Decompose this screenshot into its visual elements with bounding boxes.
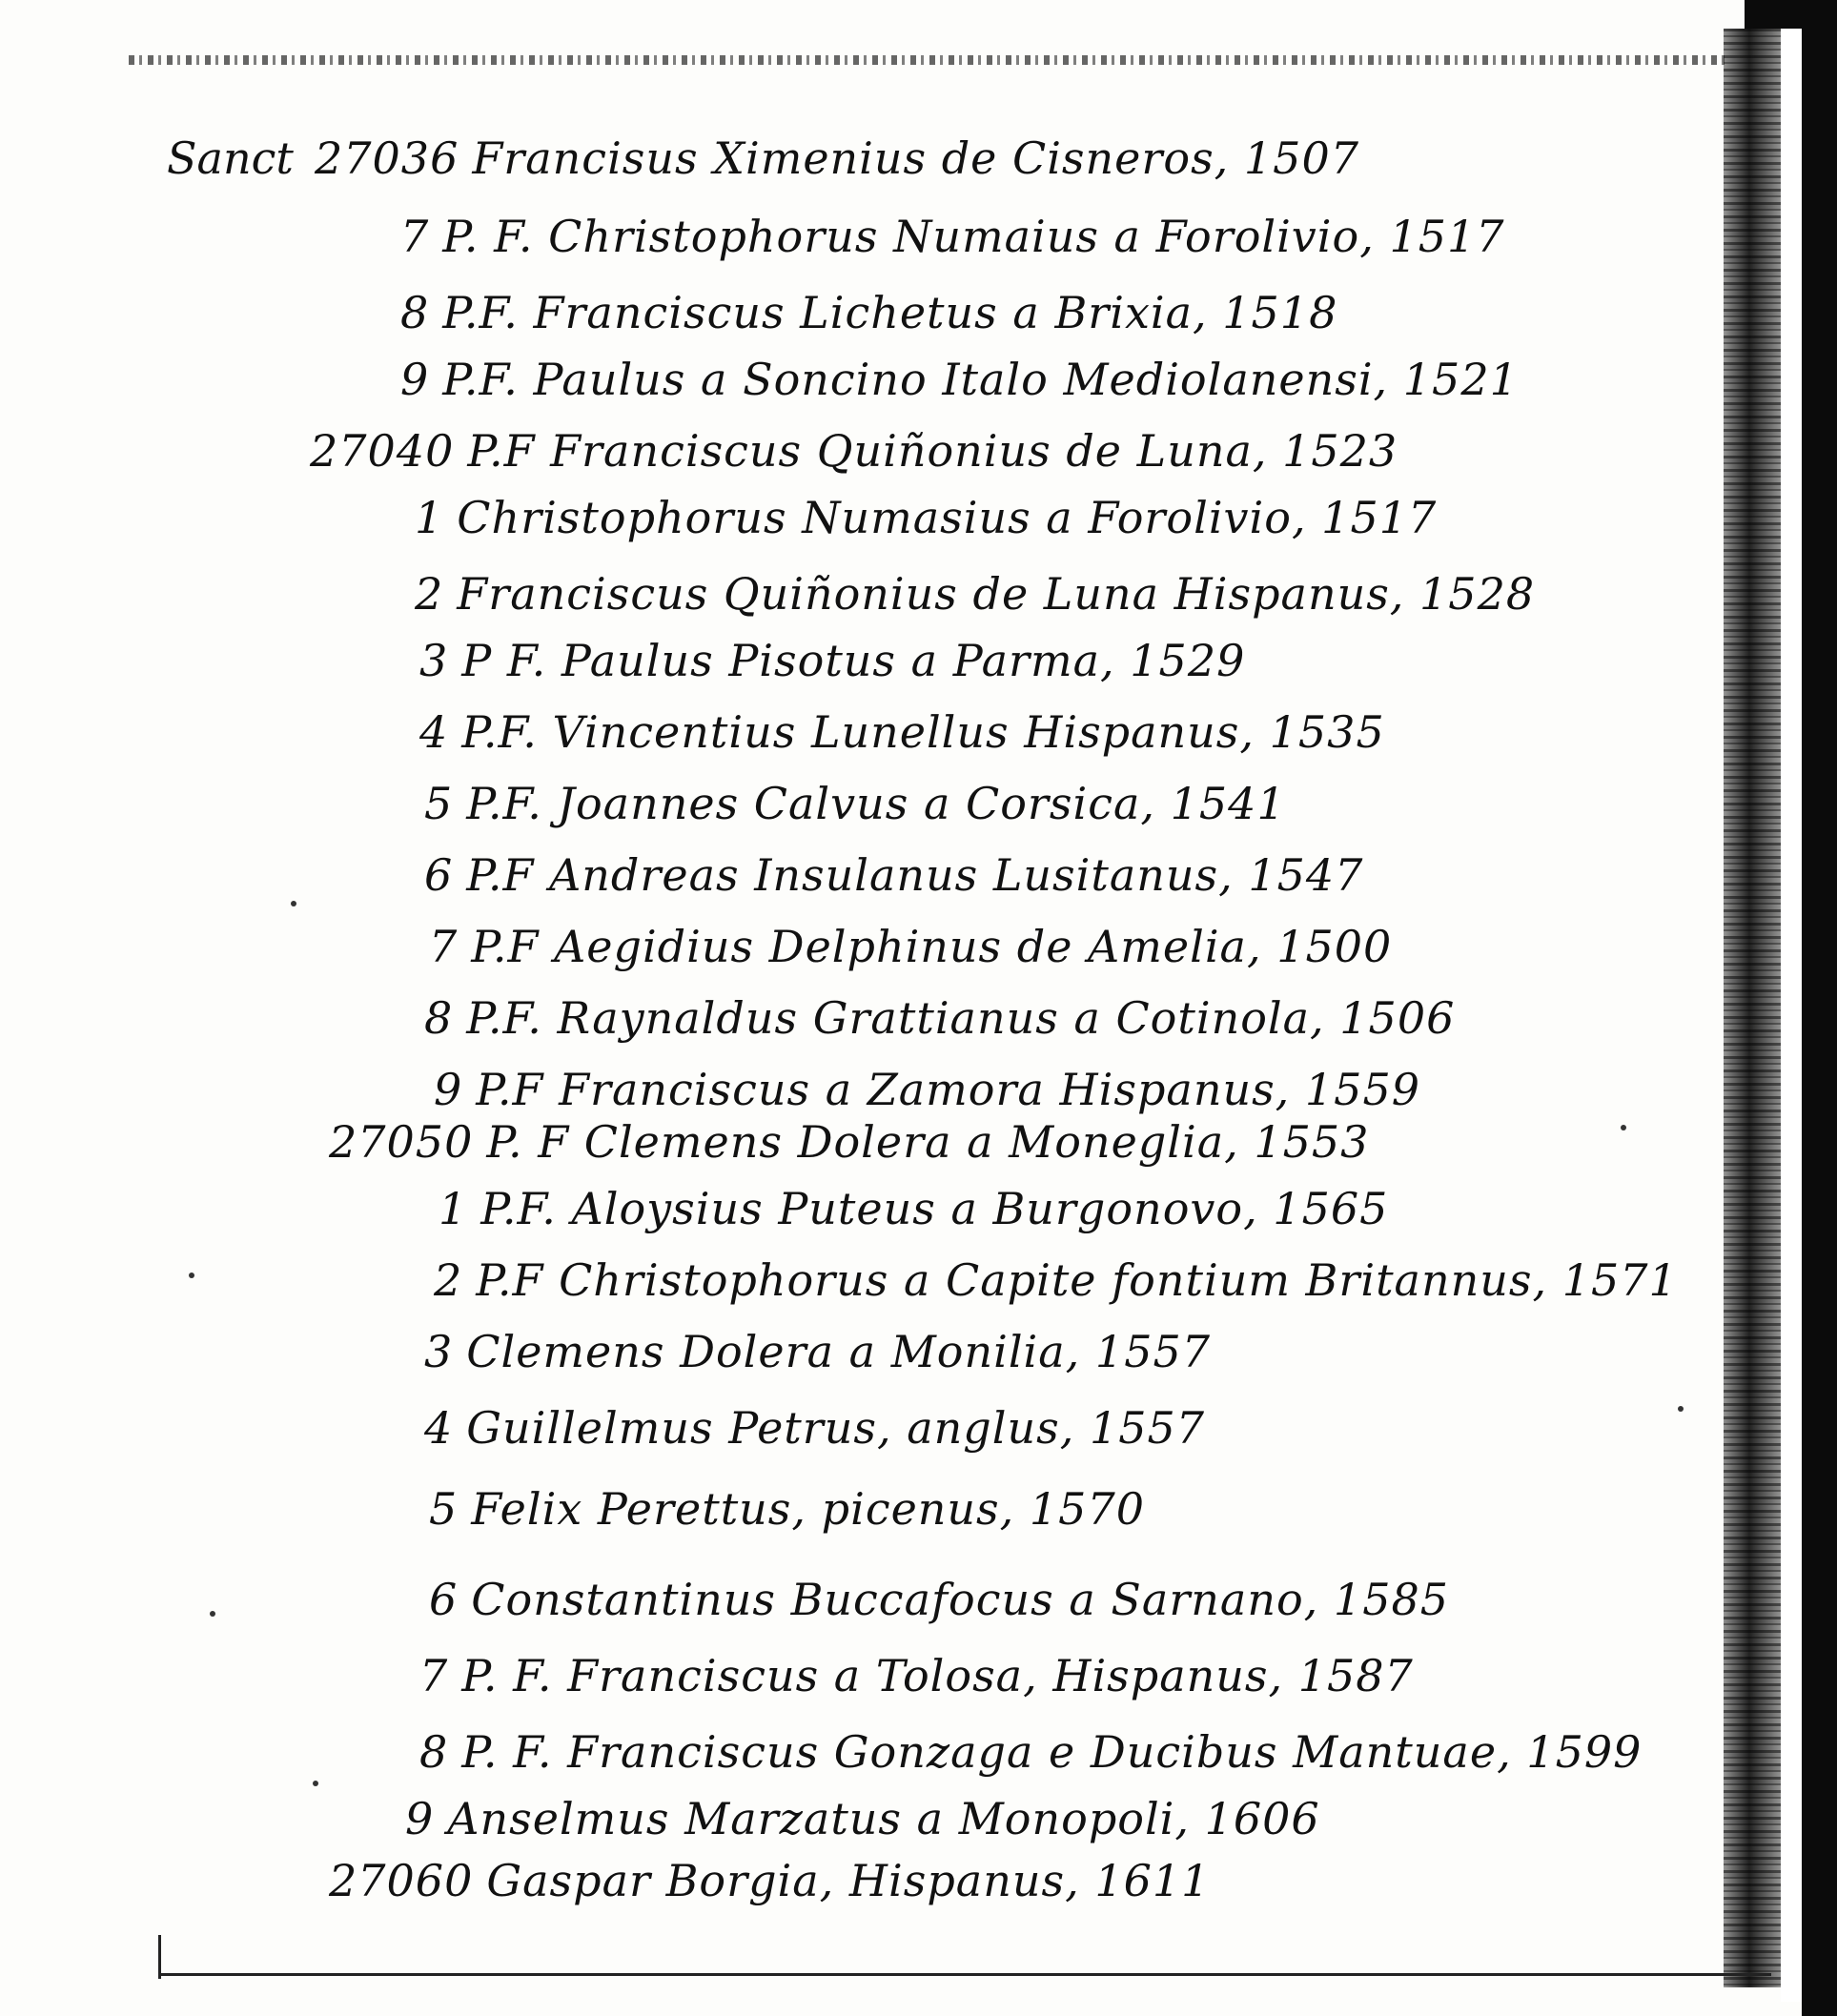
entry-number: 4 [424, 1402, 454, 1454]
list-item [424, 1325, 1211, 1378]
list-item [329, 1115, 1369, 1169]
list-item [439, 1182, 1388, 1235]
entry-text: Clemens Dolera a Monilia, 1557 [466, 1326, 1211, 1377]
entry-text: P.F. Vincentius Lunellus Hispanus, 1535 [461, 706, 1385, 758]
entry-number: 7 [419, 1650, 449, 1701]
entry-text: P.F. Aloysius Puteus a Burgonovo, 1565 [480, 1183, 1389, 1234]
list-item [424, 777, 1286, 830]
entry-number: 9 [400, 354, 430, 405]
list-item [419, 1725, 1642, 1779]
entry-text: P. F Clemens Dolera a Moneglia, 1553 [486, 1116, 1370, 1168]
binding-edge-shadow [1724, 29, 1781, 1987]
entry-number: 8 [424, 992, 454, 1044]
list-item [429, 1482, 1145, 1536]
entry-number: 27036 [315, 132, 459, 184]
entry-number: 27060 [329, 1855, 474, 1906]
list-item [419, 634, 1245, 687]
entry-text: P.F Christophorus a Capite fontium Britannus, 1571 [476, 1254, 1678, 1306]
scan-outer-edge [1802, 0, 1837, 2016]
entry-text: Constantinus Buccafocus a Sarnano, 1585 [471, 1574, 1449, 1625]
entry-text: Guillelmus Petrus, anglus, 1557 [466, 1402, 1206, 1454]
list-item [415, 491, 1437, 544]
entry-number: 3 [419, 635, 449, 686]
entry-text: Felix Perettus, picenus, 1570 [471, 1483, 1145, 1535]
entry-text: P.F Franciscus a Zamora Hispanus, 1559 [476, 1064, 1420, 1115]
list-item [429, 1573, 1449, 1626]
binding-gap [1781, 29, 1802, 2002]
ink-speck [1678, 1406, 1684, 1412]
top-ruled-edge [129, 55, 1730, 65]
ink-speck [291, 901, 296, 906]
ink-speck [210, 1611, 215, 1617]
entry-text: P.F. Raynaldus Grattianus a Cotinola, 1506 [466, 992, 1456, 1044]
list-item [405, 1792, 1320, 1845]
entry-text: Anselmus Marzatus a Monopoli, 1606 [447, 1793, 1320, 1844]
entry-text: P.F. Joannes Calvus a Corsica, 1541 [466, 778, 1286, 829]
list-item [400, 210, 1505, 263]
list-item [310, 424, 1398, 478]
list-item [434, 1063, 1420, 1116]
list-item [434, 1253, 1678, 1307]
entry-text: Franciscus Quiñonius de Luna Hispanus, 1528 [457, 568, 1536, 620]
entry-number: 6 [424, 849, 454, 901]
list-item [315, 132, 1359, 185]
ink-speck [1621, 1125, 1626, 1130]
entry-number: 8 [400, 287, 430, 338]
entry-number: 4 [419, 706, 449, 758]
entry-number: 2 [415, 568, 444, 620]
list-item [329, 1854, 1210, 1907]
entry-number: 27040 [310, 425, 455, 477]
entry-number: 9 [405, 1793, 435, 1844]
list-item [424, 991, 1455, 1045]
entry-text: P.F Franciscus Quiñonius de Luna, 1523 [467, 425, 1398, 477]
ink-speck [313, 1781, 318, 1786]
entry-text: P.F Andreas Insulanus Lusitanus, 1547 [466, 849, 1364, 901]
entry-text: Christophorus Numasius a Forolivio, 1517 [457, 492, 1438, 543]
list-item [400, 353, 1519, 406]
entry-text: P. F. Franciscus Gonzaga e Ducibus Mantuae, 1599 [461, 1726, 1643, 1778]
list-item [429, 920, 1392, 973]
entry-text: P F. Paulus Pisotus a Parma, 1529 [461, 635, 1246, 686]
list-item [419, 1649, 1414, 1702]
entry-text: P.F Aegidius Delphinus de Amelia, 1500 [471, 921, 1393, 972]
entry-number: 8 [419, 1726, 449, 1778]
entry-number: 6 [429, 1574, 459, 1625]
entry-number: 7 [400, 211, 430, 262]
entry-text: P.F. Franciscus Lichetus a Brixia, 1518 [442, 287, 1338, 338]
margin-label: Sanct [167, 132, 294, 184]
list-item [424, 1401, 1205, 1455]
ink-speck [189, 1273, 194, 1278]
entry-text: P. F. Christophorus Numaius a Forolivio, 1517 [442, 211, 1505, 262]
entry-number: 1 [415, 492, 444, 543]
entry-number: 5 [429, 1483, 459, 1535]
entry-number: 5 [424, 778, 454, 829]
entry-number: 2 [434, 1254, 463, 1306]
list-item [415, 567, 1535, 621]
list-item [419, 705, 1385, 759]
entry-number: 9 [434, 1064, 463, 1115]
entry-text: Gaspar Borgia, Hispanus, 1611 [486, 1855, 1211, 1906]
entry-text: P. F. Franciscus a Tolosa, Hispanus, 1587 [461, 1650, 1414, 1701]
entry-text: Francisus Ximenius de Cisneros, 1507 [472, 132, 1359, 184]
entry-number: 27050 [329, 1116, 474, 1168]
list-item [424, 848, 1363, 902]
entry-number: 3 [424, 1326, 454, 1377]
bottom-ruled-line [160, 1973, 1771, 1976]
list-item [400, 286, 1337, 339]
entry-number: 7 [429, 921, 459, 972]
entry-text: P.F. Paulus a Soncino Italo Mediolanensi, 1521 [442, 354, 1519, 405]
entry-number: 1 [439, 1183, 468, 1234]
